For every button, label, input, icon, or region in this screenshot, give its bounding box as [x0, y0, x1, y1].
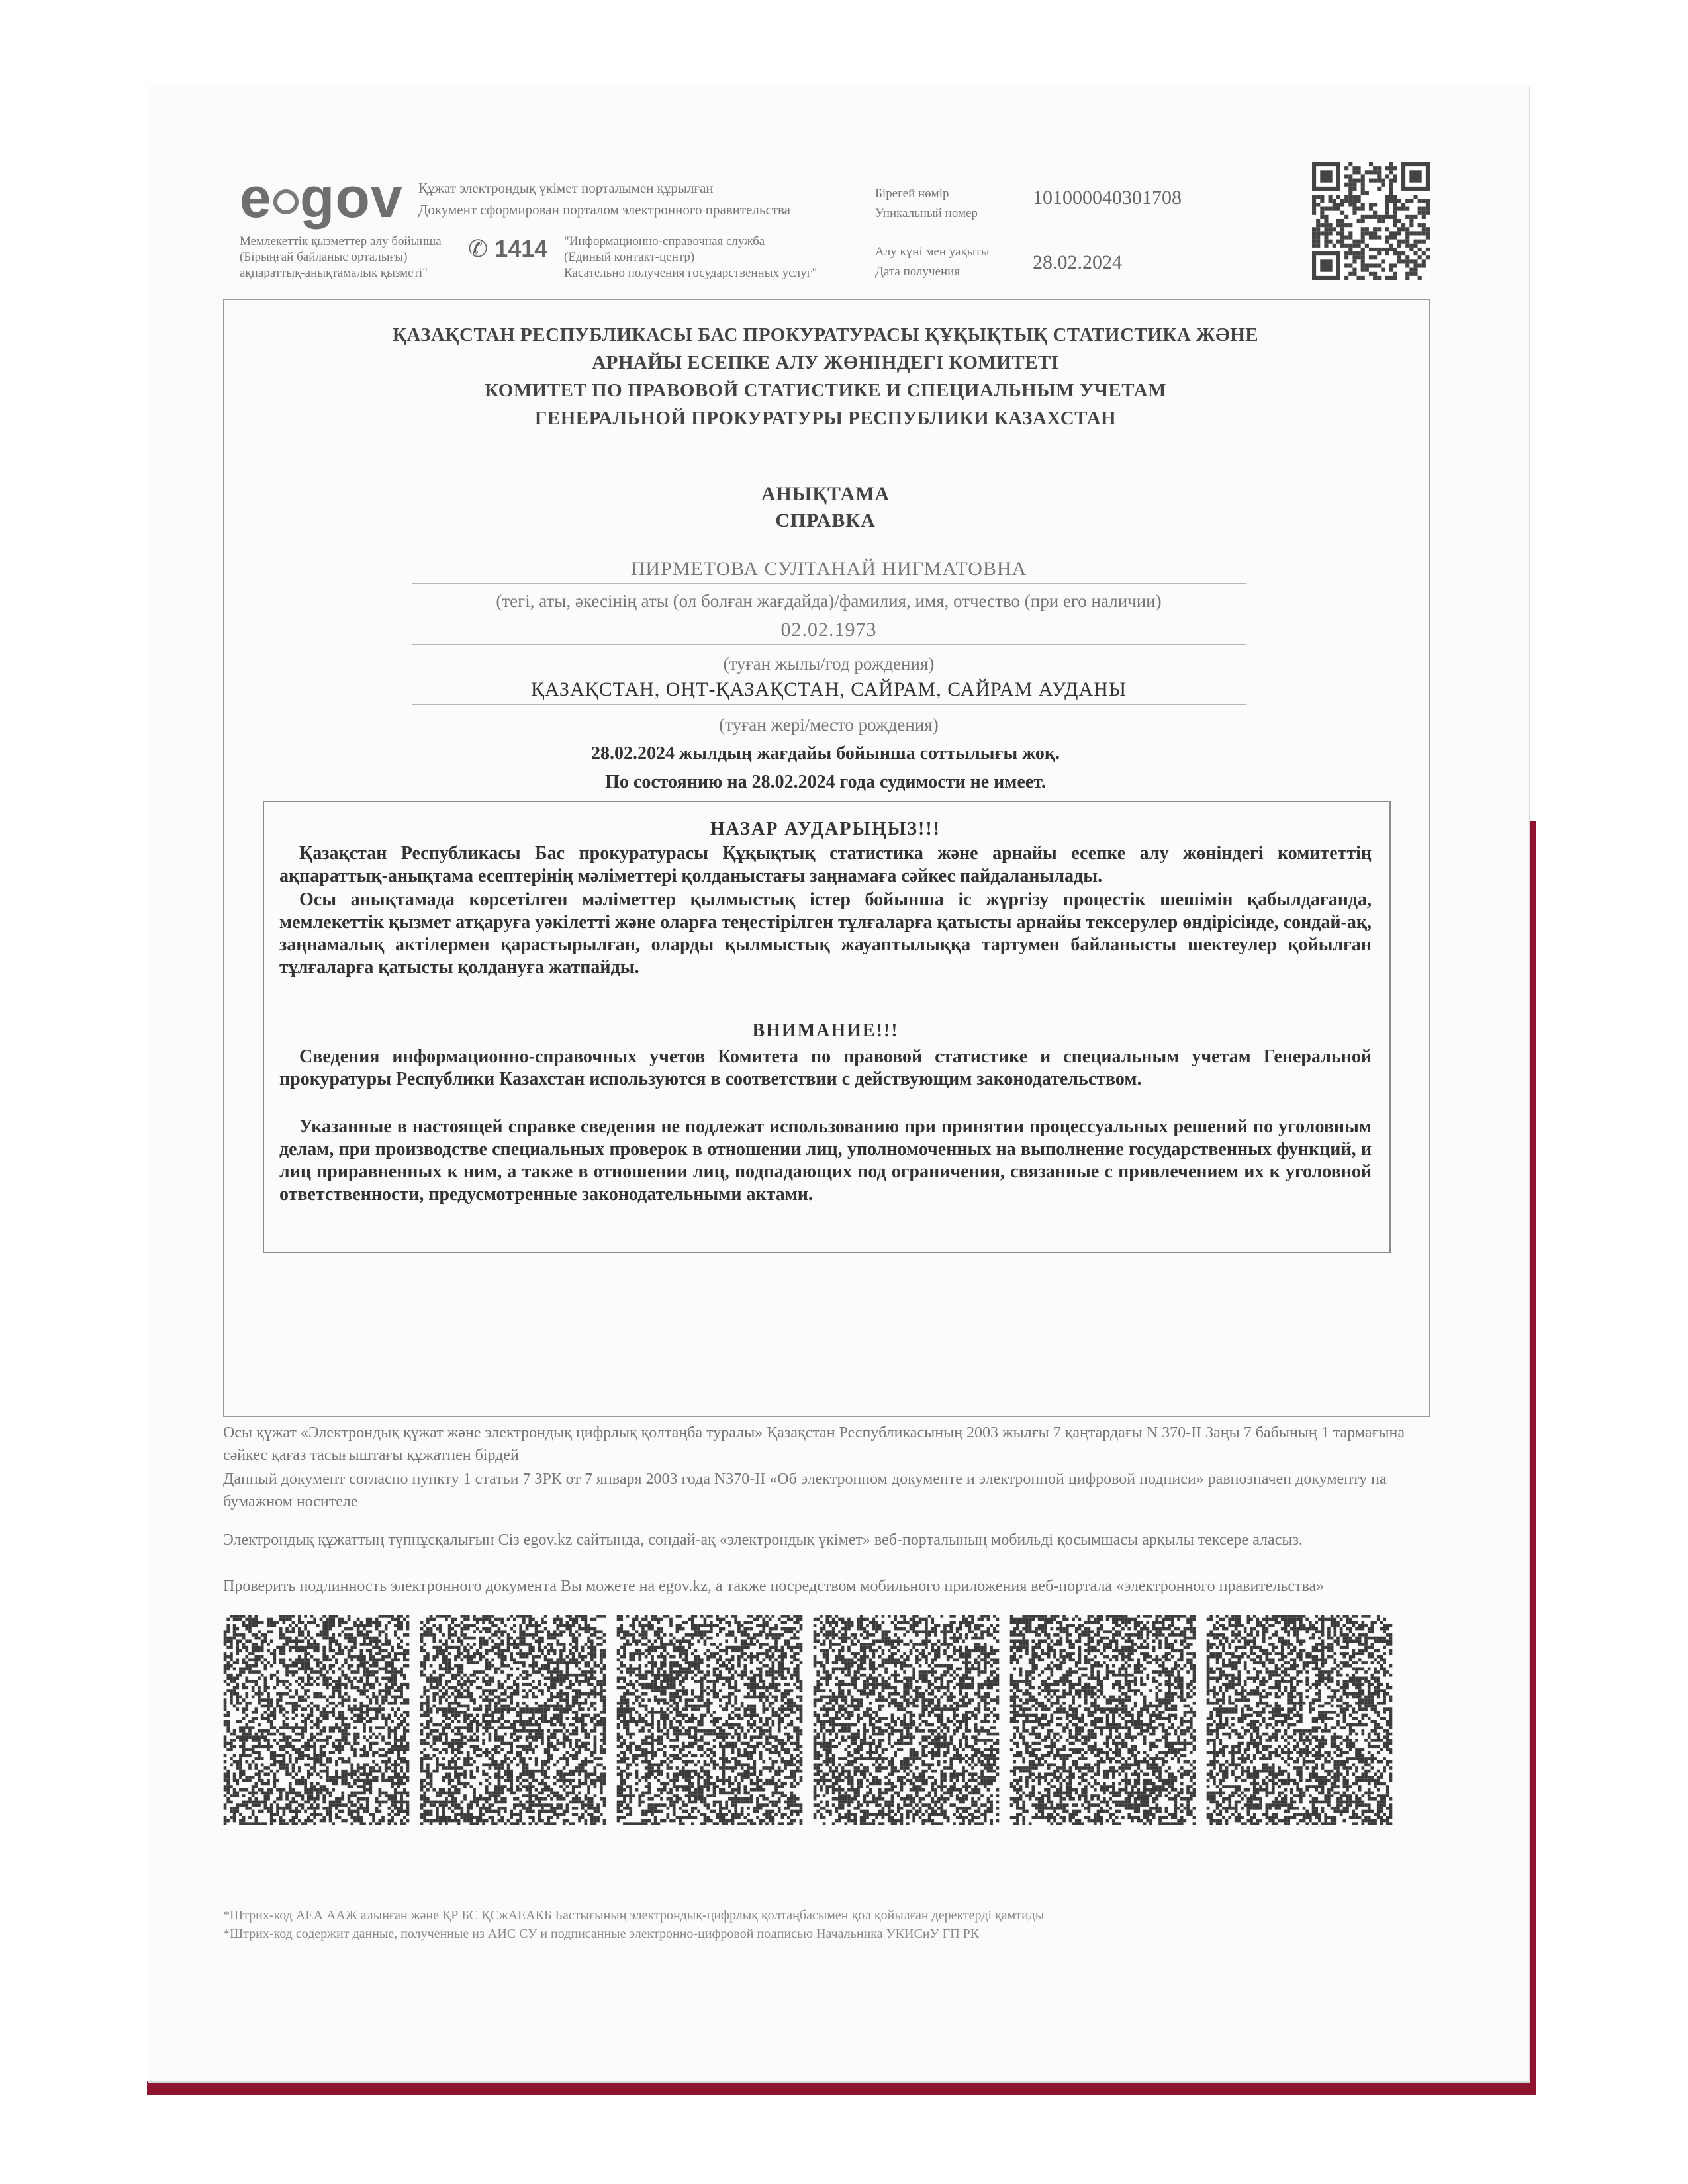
service-note-kz-1: Мемлекеттік қызметтер алу бойынша — [240, 234, 442, 248]
birth-place: ҚАЗАҚСТАН, ОҢТ-ҚАЗАҚСТАН, САЙРАМ, САЙРАМ АУДАНЫ — [412, 678, 1246, 705]
service-note-ru-3: Касательно получения государственных услуг" — [564, 266, 818, 280]
birth-date-caption: (туған жылы/год рождения) — [723, 654, 935, 674]
legal-note-ru: Данный документ согласно пункту 1 статьи 7 ЗРК от 7 января 2003 года N370-II «Об электронном документе и электронной цифровой подписи» равнозначен документу на бумажном носителе — [223, 1471, 1387, 1510]
date-label-ru: Дата получения — [875, 265, 961, 279]
date-value: 28.02.2024 — [1033, 251, 1122, 273]
unique-number-label-ru: Уникальный номер — [875, 206, 978, 220]
birth-place-caption: (туған жері/место рождения) — [719, 715, 939, 735]
warning-ru-paragraph-2: Указанные в настоящей справке сведения не подлежат использованию при принятии процессуальных решений по уголовным делам, при производстве специальных проверок в отношении лиц, уполномоченных на выполнение государственных функций, и лиц приравненных к ним, а также в отношении лиц, подпадающих под ограничения, связанные с привлечением их к уголовной ответственности, предусмотренные законодательными актами. — [279, 1116, 1372, 1205]
portal-note-ru: Документ сформирован порталом электронного правительства — [418, 202, 790, 218]
unique-number-value: 10100004030170​8 — [1033, 187, 1182, 208]
person-name: ПИРМЕТОВА СУЛТАНАЙ НИГМАТОВНА — [412, 558, 1246, 584]
barcode-note-kz: *Штрих-код АЕА ААЖ алынған және ҚР БС ҚСжАЕАКБ Бастығының электрондық-цифрлық қолтаңбасымен қол қойылған деректерді қамтиды — [223, 1908, 1045, 1923]
person-name-caption: (тегі, аты, әкесінің аты (ол болған жағдайда)/фамилия, имя, отчество (при его наличии) — [496, 591, 1162, 611]
birth-date: 02.02.1973 — [412, 619, 1246, 645]
service-note-kz-2: (Бірыңғай байланыс орталығы) — [240, 250, 408, 264]
doc-title-ru: СПРАВКА — [775, 510, 876, 531]
warning-kz-paragraph-1: Қазақстан Республикасы Бас прокуратурасы Құқықтық статистика және арнайы есепке алу жөніндегі комитеттің ақпараттық-анықтама есептерінің мәліметтері қолданыстағы заңнамаға сәйкес пайдаланылады. — [279, 843, 1372, 886]
service-note-ru-1: "Информационно-справочная служба — [564, 234, 765, 248]
barcode-icon — [1009, 1615, 1196, 1825]
verify-note-kz: Электрондық құжаттың түпнұсқалығын Сіз egov.kz сайтында, сондай-ақ «электрондық үкімет» веб-порталының мобильді қосымшасы арқылы тексере аласыз. — [223, 1531, 1303, 1549]
organization-ru-line2: ГЕНЕРАЛЬНОЙ ПРОКУРАТУРЫ РЕСПУБЛИКИ КАЗАХСТАН — [534, 408, 1117, 429]
legal-note-kz: Осы құжат «Электрондық құжат және электрондық цифрлық қолтаңба туралы» Қазақстан Республикасының 2003 жылғы 7 қаңтардағы N 370-II Заңы 7 бабының 1 тармағына сәйкес қағаз тасығыштағы құжатпен бірдей — [223, 1424, 1405, 1464]
date-label-kz: Алу күні мен уақыты — [875, 245, 990, 259]
document-sheet — [147, 86, 1529, 2081]
phone-icon: ✆ — [468, 235, 489, 262]
barcode-icon — [223, 1615, 410, 1825]
organization-kz-line1: ҚАЗАҚСТАН РЕСПУБЛИКАСЫ БАС ПРОКУРАТУРАСЫ ҚҰҚЫҚТЫҚ СТАТИСТИКА ЖӘНЕ — [392, 324, 1259, 345]
service-note-ru-2: (Единый контакт-центр) — [564, 250, 695, 264]
barcode-icon — [420, 1615, 606, 1825]
organization-kz-line2: АРНАЙЫ ЕСЕПКЕ АЛУ ЖӨНІНДЕГІ КОМИТЕТІ — [592, 352, 1059, 373]
organization-ru-line1: КОМИТЕТ ПО ПРАВОВОЙ СТАТИСТИКЕ И СПЕЦИАЛЬНЫМ УЧЕТАМ — [485, 380, 1166, 401]
doc-title-kz: АНЫҚТАМА — [761, 483, 890, 505]
verify-note-ru: Проверить подлинность электронного документа Вы можете на egov.kz, а также посредством мобильного приложения веб-портала «электронного правительства» — [223, 1578, 1325, 1595]
service-note-kz-3: ақпараттық-анықтамалық қызметі" — [240, 266, 428, 280]
portal-note-kz: Құжат электрондық үкімет порталымен құрылған — [418, 180, 714, 196]
qr-code-icon — [1312, 162, 1430, 280]
organization-name — [223, 321, 1428, 432]
status-ru: По состоянию на 28.02.2024 года судимости не имеет. — [605, 772, 1046, 792]
contact-phone — [468, 235, 547, 263]
unique-number-label-kz: Бірегей нөмір — [875, 187, 949, 201]
warning-kz-paragraph-2: Осы анықтамада көрсетілген мәліметтер қылмыстық істер бойынша іс жүргізу процестік шешімін қабылдағанда, мемлекеттік қызмет атқаруға уәкілетті және оларға теңестірілген тұлғаларға қатысты арнайы тексерулер өндірісінде, сондай-ақ, заңнамалық актілермен қарастырылған, оларды қылмыстық жауаптылыққа тартумен байланысты шектеулер қойылған тұлғаларға қатысты қолдануға жатпайды. — [279, 889, 1372, 978]
barcode-icon — [1206, 1615, 1393, 1825]
status-kz: 28.02.2024 жылдың жағдайы бойынша соттылығы жоқ. — [591, 743, 1060, 764]
warning-heading-ru: ВНИМАНИЕ!!! — [752, 1021, 899, 1041]
warning-heading-kz: НАЗАР АУДАРЫҢЫЗ!!! — [710, 819, 941, 839]
barcode-note-ru: *Штрих-код содержит данные, полученные из АИС СУ и подписанные электронно-цифровой подписью Начальника УКИСиУ ГП РК — [223, 1927, 980, 1941]
barcode-icon — [616, 1615, 803, 1825]
warning-ru-paragraph-1: Сведения информационно-справочных учетов Комитета по правовой статистике и специальным учетам Генеральной прокуратуры Республики Казахстан используются в соответствии с действующим законодательством. — [279, 1046, 1372, 1089]
egov-logo: e gov — [240, 166, 403, 230]
phone-number: 1414 — [494, 235, 548, 262]
barcode-icon — [813, 1615, 1000, 1825]
